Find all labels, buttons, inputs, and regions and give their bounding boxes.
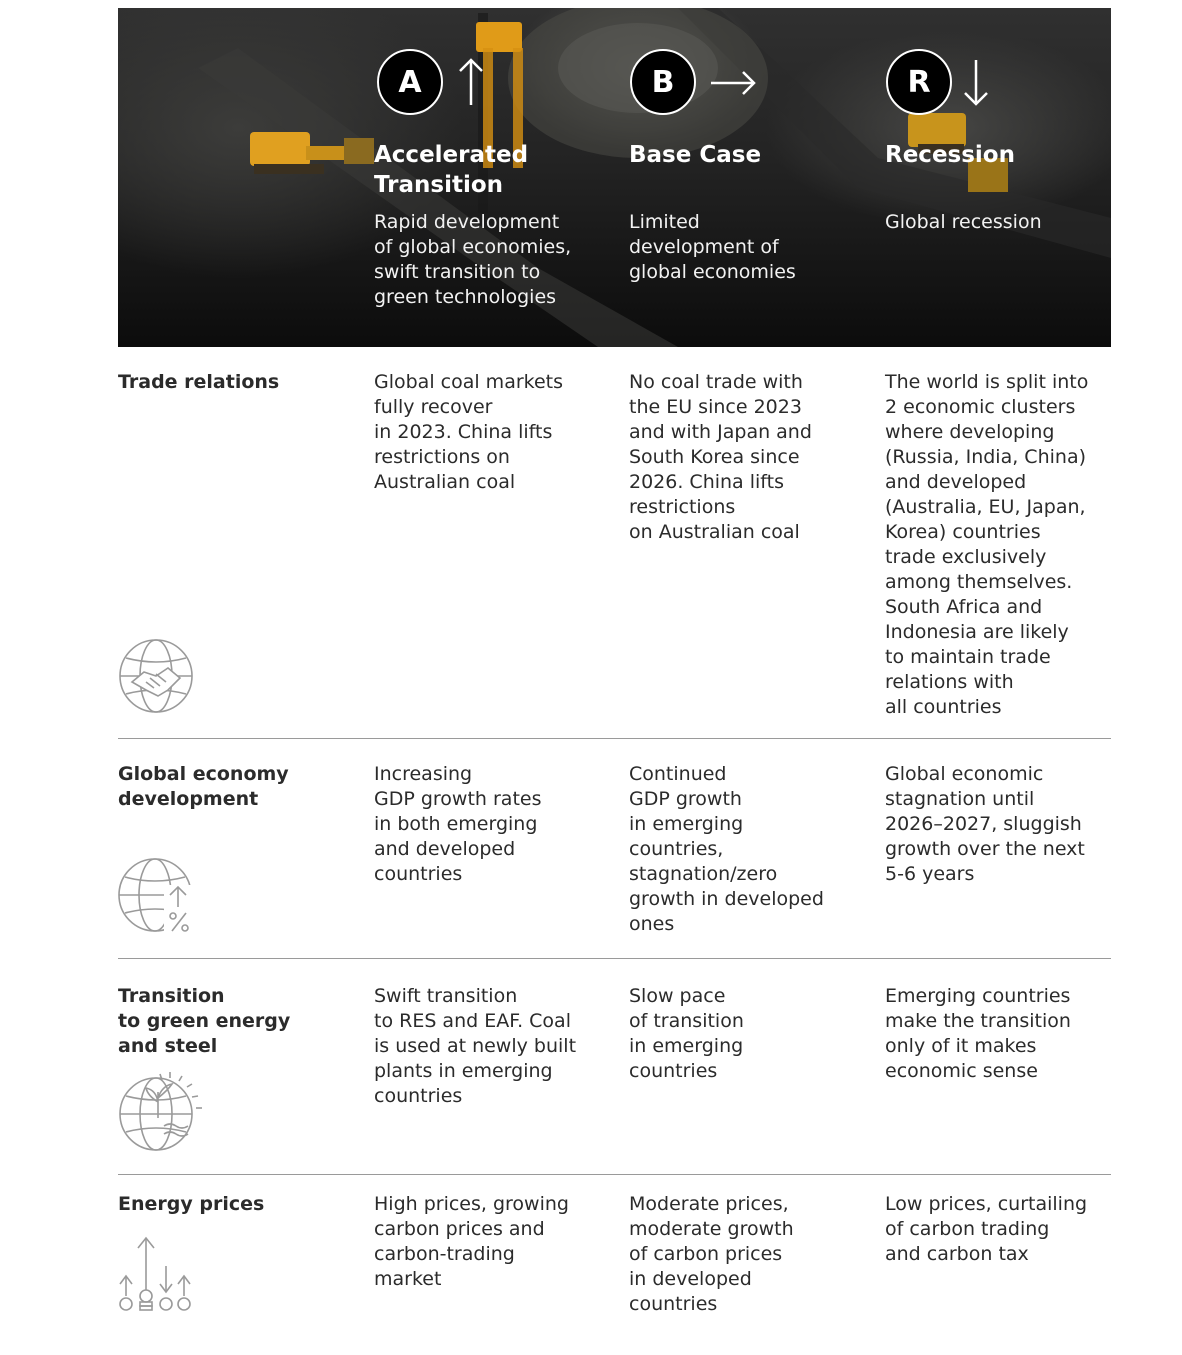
arrow-up-icon (458, 57, 484, 107)
row-label: Energy prices (118, 1193, 265, 1215)
scenario-description: Rapid development of global economies, swift transition to green technologies (374, 211, 572, 308)
price-arrows-coins-icon (118, 1234, 198, 1314)
scenario-title: Base Case (629, 142, 762, 168)
scenario-description: Limited development of global economies (629, 211, 796, 283)
row-divider (118, 738, 1111, 739)
scenario-badge: R (886, 49, 952, 115)
scenario-header-banner (118, 8, 1111, 347)
cell-accelerated: High prices, growing carbon prices and carbon-trading market (374, 1193, 569, 1290)
scenario-title: Accelerated Transition (374, 142, 529, 198)
cell-recession: Global economic stagnation until 2026–2027, sluggish growth over the next 5-6 years (885, 763, 1085, 885)
cell-accelerated: Swift transition to RES and EAF. Coal is used at newly built plants in emerging countries (374, 985, 577, 1107)
table-row-trade-relations (118, 370, 1111, 725)
row-label: Transition to green energy and steel (118, 985, 291, 1057)
cell-accelerated: Global coal markets fully recover in 2023. China lifts restrictions on Australian coal (374, 371, 564, 493)
cell-recession: The world is split into 2 economic clusters where developing (Russia, India, China) and developed (Australia, EU, Japan, Korea) countries trade exclusively among themselves. South Africa and Indonesia are likely to maintain trade relations with all countries (885, 371, 1089, 718)
table-row-global-economy (118, 762, 1111, 942)
scenario-badge: A (377, 49, 443, 115)
scenario-description: Global recession (885, 211, 1042, 233)
globe-growth-percent-icon (118, 857, 198, 937)
scenario-title: Recession (885, 142, 1015, 168)
cell-recession: Low prices, curtailing of carbon trading and carbon tax (885, 1193, 1088, 1265)
table-row-green-transition (118, 984, 1111, 1159)
arrow-down-icon (963, 58, 989, 108)
row-divider (118, 958, 1111, 959)
cell-accelerated: Increasing GDP growth rates in both emerging and developed countries (374, 763, 542, 885)
cell-base-case: Continued GDP growth in emerging countries, stagnation/zero growth in developed ones (629, 763, 824, 935)
cell-base-case: No coal trade with the EU since 2023 and with Japan and South Korea since 2026. China lifts restrictions on Australian coal (629, 371, 812, 543)
globe-handshake-icon (118, 638, 194, 714)
row-divider (118, 1174, 1111, 1175)
cell-base-case: Slow pace of transition in emerging countries (629, 985, 744, 1082)
table-row-energy-prices (118, 1192, 1111, 1322)
cell-base-case: Moderate prices, moderate growth of carbon prices in developed countries (629, 1193, 794, 1315)
globe-sprout-sun-icon (118, 1068, 208, 1158)
cell-recession: Emerging countries make the transition only of it makes economic sense (885, 985, 1071, 1082)
scenario-badge: B (630, 49, 696, 115)
row-label: Trade relations (118, 371, 280, 393)
row-label: Global economy development (118, 763, 289, 810)
arrow-right-icon (709, 70, 757, 96)
